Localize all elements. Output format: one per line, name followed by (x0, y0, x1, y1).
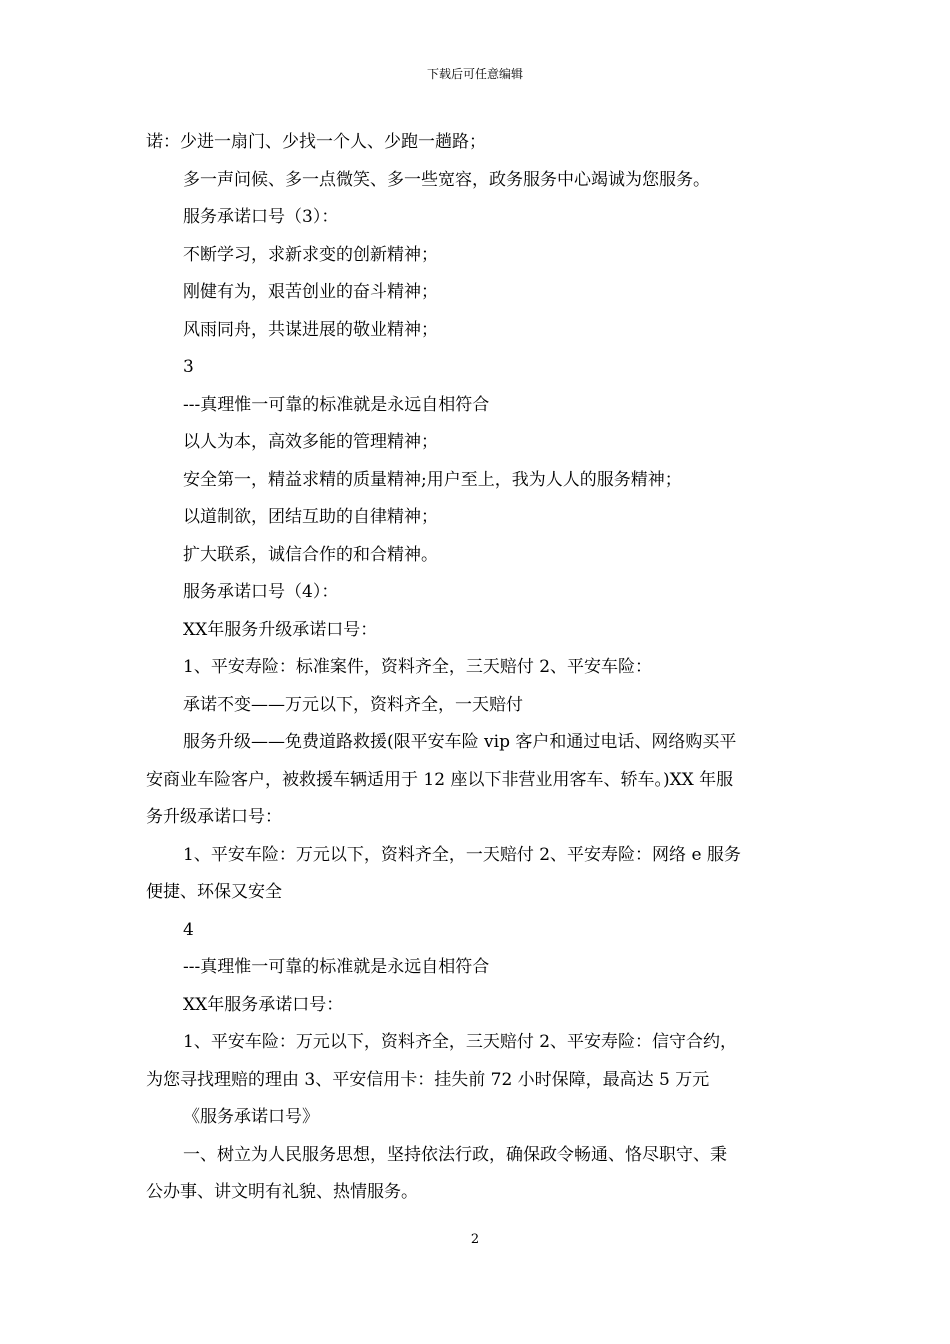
text-line: 1、平安寿险：标准案件，资料齐全，三天赔付 2、平安车险： (183, 657, 653, 677)
text-line: 1、平安车险：万元以下，资料齐全，一天赔付 2、平安寿险：网络 e 服务 (183, 844, 741, 865)
text-line: 公办事、讲文明有礼貌、热情服务。 (146, 1182, 418, 1202)
page-number: 2 (470, 1232, 480, 1247)
text-line: 安商业车险客户，被救援车辆适用于 12 座以下非营业用客车、轿车。)XX 年服 (146, 769, 734, 790)
text-line: 扩大联系，诚信合作的和合精神。 (183, 544, 438, 565)
text-line: 务升级承诺口号： (146, 807, 282, 827)
section-page-number: 4 (183, 919, 194, 940)
section-page-number: 3 (183, 357, 194, 377)
text-line: 安全第一，精益求精的质量精神;用户至上，我为人人的服务精神； (183, 469, 682, 490)
text-line: ---真理惟一可靠的标准就是永远自相符合 (183, 957, 490, 977)
text-line: 服务承诺口号（4）： (183, 582, 339, 602)
text-line: 服务承诺口号（3）： (183, 207, 339, 227)
text-line: 1、平安车险：万元以下，资料齐全，三天赔付 2、平安寿险：信守合约， (183, 1032, 738, 1052)
text-line: 服务升级——免费道路救援(限平安车险 vip 客户和通过电话、网络购买平 (183, 732, 737, 752)
page-header: 下载后可任意编辑 (426, 67, 523, 81)
text-line: 《服务承诺口号》 (183, 1107, 319, 1127)
text-line: XX年服务升级承诺口号： (183, 619, 378, 640)
text-line: 不断学习，求新求变的创新精神； (183, 244, 438, 265)
text-line: 一、树立为人民服务思想，坚持依法行政，确保政令畅通、恪尽职守、秉 (183, 1144, 727, 1165)
text-line: 诺：少进一扇门、少找一个人、少跑一趟路； (146, 132, 486, 152)
text-line: 承诺不变——万元以下，资料齐全，一天赔付 (183, 694, 523, 715)
text-line: XX年服务承诺口号： (183, 994, 344, 1015)
text-line: ---真理惟一可靠的标准就是永远自相符合 (183, 394, 490, 415)
text-line: 风雨同舟，共谋进展的敬业精神； (183, 319, 438, 340)
document-body (146, 124, 810, 1212)
text-line: 以人为本，高效多能的管理精神； (183, 432, 438, 452)
text-line: 为您寻找理赔的理由 3、平安信用卡：挂失前 72 小时保障，最高达 5 万元 (146, 1069, 710, 1090)
text-line: 以道制欲，团结互助的自律精神； (183, 507, 438, 527)
text-line: 多一声问候、多一点微笑、多一些宽容，政务服务中心竭诚为您服务。 (183, 169, 710, 190)
text-line: 刚健有为，艰苦创业的奋斗精神； (183, 282, 438, 302)
text-line: 便捷、环保又安全 (146, 882, 282, 902)
